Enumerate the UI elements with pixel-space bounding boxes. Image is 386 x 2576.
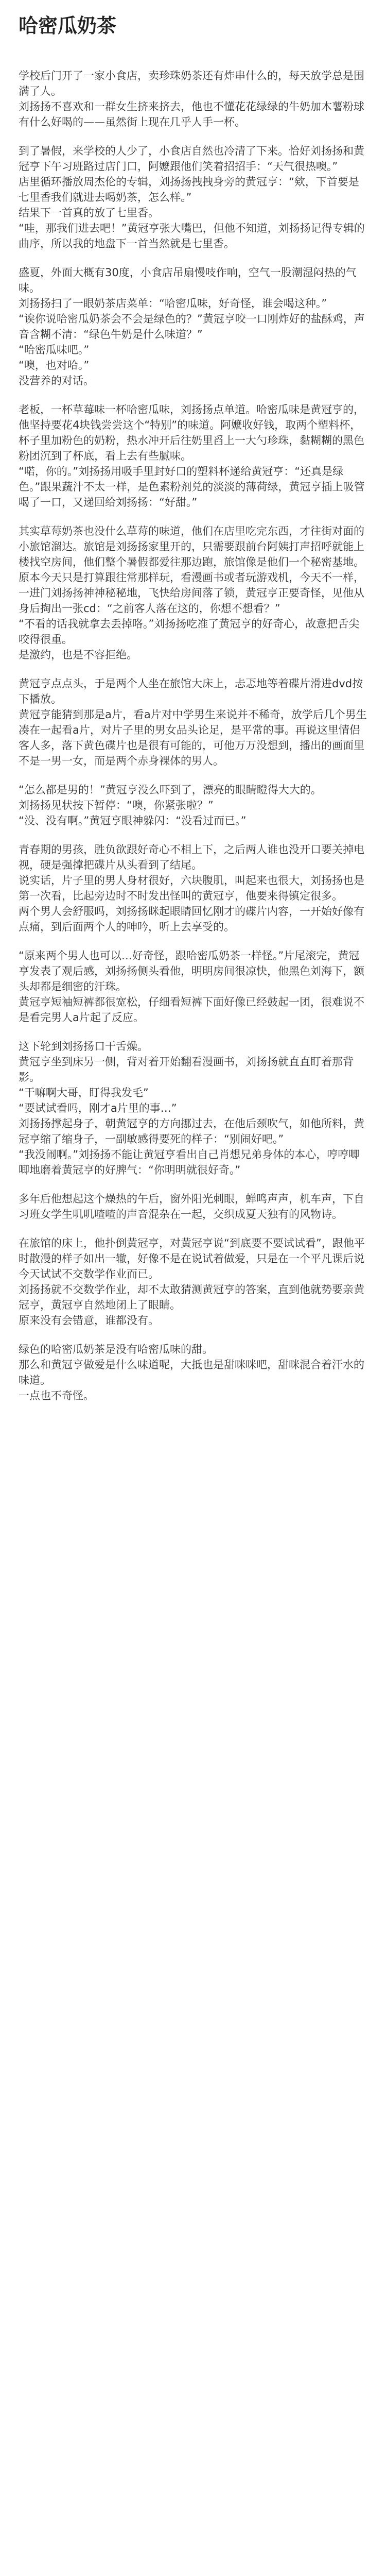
paragraph: 老板，一杯草莓味一杯哈密瓜味，刘扬扬点单道。哈密瓜味是黄冠亨的，他坚持要花4块钱尝尝这个“特别”的味道。阿嬷收好钱，取两个塑料杯，杯子里加粉色的奶粉，热水冲开后往奶里舀上一大勺珍珠，黏糊糊的黑色粉团沉到了杯底，看上去有些腻味。 “喏，你的。”刘扬扬用吸手里封好口的塑料杯递给黄冠亨：“还真是绿色。”跟果蔬汁不太一样，是色素粉剂兑的淡淡的薄荷绿，黄冠亨插上吸管喝了一口，又递回给刘扬扬：“好甜。” bbox=[19, 403, 365, 509]
paragraph: 青春期的男孩，胜负欲跟好奇心不相上下，之后两人谁也没开口要关掉电视，硬是强撑把碟片从头看到了结尾。 说实话，片子里的男人身材很好，六块腹肌，叫起来也很大，刘扬扬也是第一次看，比起旁边时不时发出怪叫的黄冠亨，他要来得镇定很多。 两个男人会舒服吗，刘扬扬眯起眼睛回忆刚才的碟片内容，一开始好像有点痛，到后面两个人的呻吟，听上去享受的。 bbox=[19, 843, 364, 933]
paragraph: “原来两个男人也可以…好奇怪，跟哈密瓜奶茶一样怪。”片尾滚完，黄冠亨发表了观后感，刘扬扬侧头看他，明明房间很凉快，他黑色刘海下，额头却都是细密的汗珠。 黄冠亨短袖短裤都很宽松，仔细看短裤下面好像已经鼓起一团，很难说不是看完男人a片起了反应。 bbox=[19, 949, 364, 1024]
paragraph: 多年后他想起这个燥热的午后，窗外阳光刺眼，蝉鸣声声，机车声，下自习班女学生叽叽喳喳的声音混杂在一起，交织成夏天独有的风物诗。 bbox=[19, 1192, 364, 1221]
paragraph: 盛夏，外面大概有30度，小食店吊扇慢吱作响，空气一股潮湿闷热的气味。 刘扬扬扫了一眼奶茶店菜单：“哈密瓜味，好奇怪，谁会喝这种。” “诶你说哈密瓜奶茶会不会是绿色的？”黄冠亨咬一口刚炸好的盐酥鸡，声音含糊不清：“绿色牛奶是什么味道？” “哈密瓜味吧。” “噢，也对哈。” 没营养的对话。 bbox=[19, 266, 365, 387]
paragraph: 在旅馆的床上，他扑倒黄冠亨，对黄冠亨说“到底要不要试试看”，跟他平时散漫的样子如出一辙，好像不是在说试着做爱，只是在一个平凡课后说今天试试不交数学作业而已。 刘扬扬就不交数学作业，却不太敢猜测黄冠亨的答案，直到他就势要亲黄冠亨，黄冠亨自然地闭上了眼睛。 原来没有会错意，谁都没有。 bbox=[19, 1236, 365, 1327]
paragraph: 这下轮到刘扬扬口干舌燥。 黄冠亨坐到床另一侧，背对着开始翻看漫画书，刘扬扬就直直盯着那背影。 “干嘛啊大哥，盯得我发毛” “要试试看吗，刚才a片里的事…” 刘扬扬撑起身子，朝黄冠亨的方向挪过去，在他后颈吹气，如他所料，黄冠亨缩了缩身子，一副敏感得要死的样子：“别闹好吧。” “我没闹啊。”刘扬扬不能让黄冠亨看出自己肖想兄弟身体的本心，哼哼唧唧地磨着黄冠亨的好脾气：“你明明就很好奇。” bbox=[19, 1040, 364, 1176]
article-body bbox=[19, 68, 367, 1403]
article-title: 哈密瓜奶茶 bbox=[19, 14, 117, 37]
paragraph: 学校后门开了一家小食店，卖珍珠奶茶还有炸串什么的，每天放学总是围满了人。 刘扬扬不喜欢和一群女生挤来挤去，他也不懂花花绿绿的牛奶加木薯粉球有什么好喝的——虽然街上现在几乎人手一杯。 bbox=[19, 69, 364, 128]
paragraph: 黄冠亨点点头，于是两个人坐在旅馆大床上，忐忑地等着碟片滑进dvd按下播放。 黄冠亨能猜到那是a片，看a片对中学男生来说并不稀奇，放学后几个男生凑在一起看a片，对片子里的男女品头论足，是平常的事。再说这里情侣客人多，落下黄色碟片也是很有可能的，可他万万没想到，播出的画面里不是一男一女，而是两个赤身裸体的男人。 bbox=[19, 677, 367, 767]
paragraph: “怎么都是男的！”黄冠亨没么吓到了，漂亮的眼睛瞪得大大的。 刘扬扬见状按下暂停：“噢，你紧张啦？” “没、没有啊。”黄冠亨眼神躲闪：“没看过而已。” bbox=[19, 783, 322, 827]
paragraph: 其实草莓奶茶也没什么草莓的味道，他们在店里吃完东西，才往街对面的小旅馆溜达。旅馆是刘扬扬家里开的，只需要跟前台阿姨打声招呼就能上楼找空房间，他们整个暑假都爱往那边跑，旅馆像是他们一个秘密基地。 原本今天只是打算跟往常那样玩，看漫画书或者玩游戏机，今天不一样，一进门刘扬扬神神秘秘地，飞快给房间落了锁，黄冠亨正要奇怪，见他从身后掏出一张cd：“之前客人落在这的，你想不想看？” “不看的话我就拿去丢掉咯。”刘扬扬吃准了黄冠亨的好奇心，故意把舌尖咬得很重。 是激约，也是不容拒绝。 bbox=[19, 524, 364, 661]
paragraph: 绿色的哈密瓜奶茶是没有哈密瓜味的甜。 那么和黄冠亨做爱是什么味道呢，大抵也是甜咪咪吧，甜咪混合着汗水的味道。 一点也不奇怪。 bbox=[19, 1343, 364, 1402]
paragraph: 到了暑假，来学校的人少了，小食店自然也冷清了下来。恰好刘扬扬和黄冠亨下午习班路过店门口，阿嬷跟他们笑着招招手：“天气很热噢。” 店里循环播放周杰伦的专辑，刘扬扬拽拽身旁的黄冠亨：“欸，下首要是七里香我们就进去喝奶茶，怎么样。” 结果下一首真的放了七里香。 “哇，那我们进去吧！”黄冠亨张大嘴巴，但他不知道，刘扬扬记得专辑的曲序，所以我的地盘下一首当然就是七里香。 bbox=[19, 144, 365, 250]
